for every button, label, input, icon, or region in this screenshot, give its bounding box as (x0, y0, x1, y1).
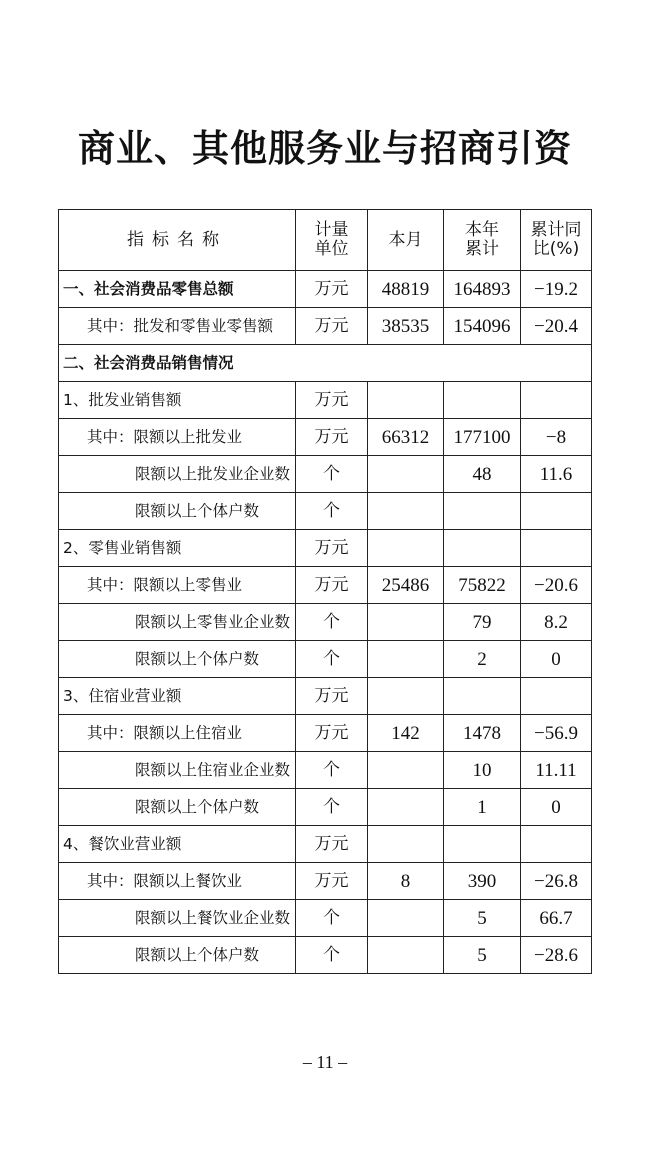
row-name: 其中：限额以上餐饮业 (59, 863, 296, 900)
row-yoy (521, 382, 592, 419)
row-name: 1、批发业销售额 (59, 382, 296, 419)
row-unit: 万元 (296, 826, 368, 863)
row-month (368, 789, 444, 826)
row-month (368, 900, 444, 937)
row-name: 限额以上餐饮业企业数 (59, 900, 296, 937)
table-row (59, 715, 592, 752)
row-yoy: −20.6 (521, 567, 592, 604)
row-cumulative: 2 (444, 641, 521, 678)
row-month: 48819 (368, 271, 444, 308)
table-row (59, 456, 592, 493)
row-unit: 万元 (296, 530, 368, 567)
row-yoy: −20.4 (521, 308, 592, 345)
row-yoy (521, 530, 592, 567)
row-yoy: 11.6 (521, 456, 592, 493)
table-row (59, 604, 592, 641)
row-yoy: 66.7 (521, 900, 592, 937)
header-cumulative-line1: 本年 (465, 220, 499, 240)
table-row (59, 419, 592, 456)
row-name: 限额以上个体户数 (59, 493, 296, 530)
row-unit: 万元 (296, 271, 368, 308)
row-yoy: −26.8 (521, 863, 592, 900)
row-month: 8 (368, 863, 444, 900)
row-month: 142 (368, 715, 444, 752)
row-unit: 个 (296, 604, 368, 641)
table-row (59, 345, 592, 382)
row-unit: 个 (296, 937, 368, 974)
row-month (368, 382, 444, 419)
row-unit: 万元 (296, 308, 368, 345)
row-month (368, 937, 444, 974)
header-unit-line2: 单位 (314, 239, 349, 259)
row-cumulative (444, 493, 521, 530)
row-name: 其中：限额以上批发业 (59, 419, 296, 456)
row-yoy (521, 493, 592, 530)
row-name: 限额以上零售业企业数 (59, 604, 296, 641)
table-row (59, 567, 592, 604)
table-row (59, 900, 592, 937)
row-name: 限额以上个体户数 (59, 789, 296, 826)
table-row (59, 789, 592, 826)
row-name: 其中：批发和零售业零售额 (59, 308, 296, 345)
row-unit: 万元 (296, 567, 368, 604)
row-name: 4、餐饮业营业额 (59, 826, 296, 863)
row-month (368, 456, 444, 493)
table-row (59, 530, 592, 567)
row-cumulative: 5 (444, 900, 521, 937)
row-name: 其中：限额以上住宿业 (59, 715, 296, 752)
table-row (59, 678, 592, 715)
row-cumulative: 1 (444, 789, 521, 826)
table-row (59, 752, 592, 789)
row-yoy: 8.2 (521, 604, 592, 641)
row-month: 66312 (368, 419, 444, 456)
row-yoy: 0 (521, 641, 592, 678)
row-name: 限额以上住宿业企业数 (59, 752, 296, 789)
table-header-row (59, 210, 592, 271)
row-cumulative (444, 530, 521, 567)
header-cumulative (444, 210, 521, 271)
row-cumulative: 177100 (444, 419, 521, 456)
row-unit: 万元 (296, 715, 368, 752)
row-cumulative: 10 (444, 752, 521, 789)
row-name: 限额以上个体户数 (59, 641, 296, 678)
row-yoy: 11.11 (521, 752, 592, 789)
row-cumulative (444, 826, 521, 863)
header-yoy (521, 210, 592, 271)
row-name: 限额以上批发业企业数 (59, 456, 296, 493)
row-month (368, 641, 444, 678)
statistics-table (58, 209, 592, 974)
row-unit: 万元 (296, 678, 368, 715)
row-yoy: −19.2 (521, 271, 592, 308)
row-name: 限额以上个体户数 (59, 937, 296, 974)
row-cumulative: 390 (444, 863, 521, 900)
row-unit: 个 (296, 900, 368, 937)
row-unit: 万元 (296, 382, 368, 419)
row-cumulative: 5 (444, 937, 521, 974)
row-unit: 个 (296, 641, 368, 678)
row-name: 其中：限额以上零售业 (59, 567, 296, 604)
row-cumulative: 48 (444, 456, 521, 493)
row-yoy: −56.9 (521, 715, 592, 752)
header-unit-line1: 计量 (314, 220, 349, 240)
table-row (59, 308, 592, 345)
row-cumulative: 75822 (444, 567, 521, 604)
row-month: 25486 (368, 567, 444, 604)
row-unit: 个 (296, 789, 368, 826)
header-cumulative-line2: 累计 (465, 239, 499, 259)
row-yoy: 0 (521, 789, 592, 826)
row-month (368, 493, 444, 530)
row-unit: 万元 (296, 419, 368, 456)
header-month: 本月 (368, 210, 444, 271)
header-yoy-line1: 累计同 (530, 220, 582, 240)
row-name: 一、社会消费品零售总额 (59, 271, 296, 308)
row-yoy: −28.6 (521, 937, 592, 974)
row-month (368, 752, 444, 789)
header-unit (296, 210, 368, 271)
row-month (368, 604, 444, 641)
table-row (59, 493, 592, 530)
row-cumulative (444, 678, 521, 715)
row-unit: 万元 (296, 863, 368, 900)
header-indicator-name: 指标名称 (59, 210, 296, 271)
row-name: 2、零售业销售额 (59, 530, 296, 567)
row-unit: 个 (296, 493, 368, 530)
row-yoy: −8 (521, 419, 592, 456)
table-row (59, 382, 592, 419)
row-month (368, 530, 444, 567)
row-cumulative: 164893 (444, 271, 521, 308)
row-cumulative: 79 (444, 604, 521, 641)
page-number: – 11 – (302, 1052, 348, 1072)
table-row (59, 641, 592, 678)
row-month: 38535 (368, 308, 444, 345)
row-unit: 个 (296, 752, 368, 789)
table-row (59, 271, 592, 308)
header-yoy-line2: 比(%) (532, 239, 580, 259)
row-unit: 个 (296, 456, 368, 493)
row-cumulative: 154096 (444, 308, 521, 345)
row-yoy (521, 678, 592, 715)
table-row (59, 826, 592, 863)
row-month (368, 678, 444, 715)
row-cumulative: 1478 (444, 715, 521, 752)
row-name: 二、社会消费品销售情况 (59, 345, 592, 382)
row-name: 3、住宿业营业额 (59, 678, 296, 715)
row-yoy (521, 826, 592, 863)
table-row (59, 863, 592, 900)
page-title: 商业、其他服务业与招商引资 (78, 126, 572, 170)
table-row (59, 937, 592, 974)
row-cumulative (444, 382, 521, 419)
row-month (368, 826, 444, 863)
